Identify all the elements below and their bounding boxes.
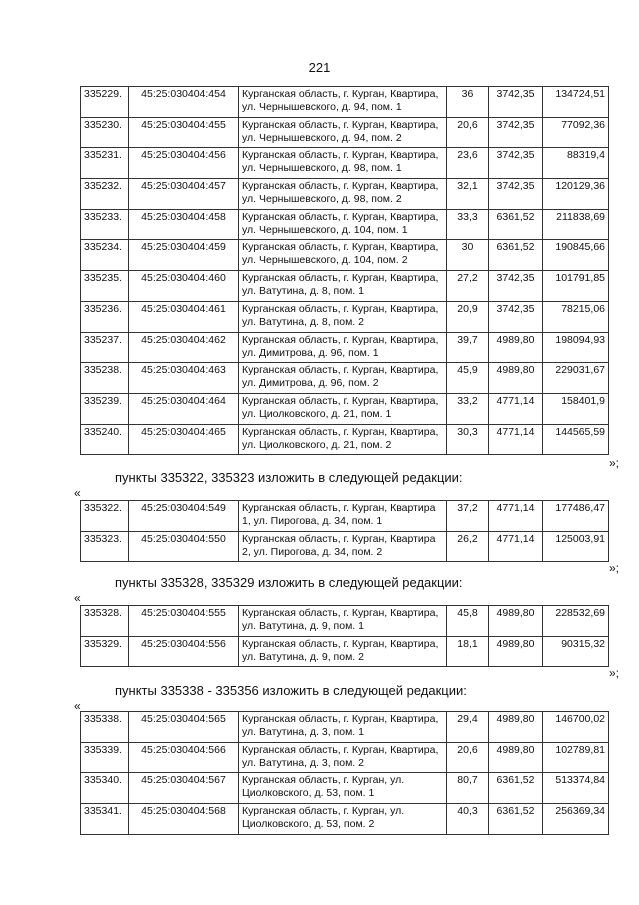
address-cell: Курганская область, г. Курган, ул. Циолковского, д. 53, пом. 1 (239, 773, 447, 804)
cadastral-value-cell: 144565,59 (543, 424, 609, 455)
item-number-cell: 335339. (81, 742, 129, 773)
cadastral-number-cell: 45:25:030404:550 (129, 531, 239, 562)
cadastral-number-cell: 45:25:030404:456 (129, 148, 239, 179)
table-row (81, 301, 609, 332)
unit-value-cell: 6361,52 (489, 773, 543, 804)
cadastral-value-cell: 229031,67 (543, 363, 609, 394)
close-quote: »; (608, 561, 619, 575)
area-cell: 33,2 (447, 393, 489, 424)
cadastral-value-cell: 78215,06 (543, 301, 609, 332)
unit-value-cell: 4989,80 (489, 742, 543, 773)
item-number-cell: 335239. (81, 393, 129, 424)
cadastral-value-cell: 90315,32 (543, 636, 609, 667)
table-row (81, 363, 609, 394)
cadastral-number-cell: 45:25:030404:454 (129, 87, 239, 118)
open-quote: « (74, 591, 81, 605)
cadastral-number-cell: 45:25:030404:464 (129, 393, 239, 424)
unit-value-cell: 6361,52 (489, 209, 543, 240)
cadastral-value-cell: 228532,69 (543, 606, 609, 637)
cadastral-value-cell: 177486,47 (543, 501, 609, 532)
cadastral-number-cell: 45:25:030404:457 (129, 179, 239, 210)
area-cell: 45,9 (447, 363, 489, 394)
amendment-instruction: пункты 335322, 335323 изложить в следующей редакции: (115, 470, 463, 485)
area-cell: 20,9 (447, 301, 489, 332)
cadastral-number-cell: 45:25:030404:565 (129, 712, 239, 743)
unit-value-cell: 4989,80 (489, 363, 543, 394)
area-cell: 23,6 (447, 148, 489, 179)
unit-value-cell: 3742,35 (489, 148, 543, 179)
table-row (81, 271, 609, 302)
item-number-cell: 335341. (81, 804, 129, 835)
cadastral-number-cell: 45:25:030404:460 (129, 271, 239, 302)
address-cell: Курганская область, г. Курган, Квартира, ул. Ватутина, д. 8, пом. 2 (239, 301, 447, 332)
cadastral-number-cell: 45:25:030404:549 (129, 501, 239, 532)
area-cell: 39,7 (447, 332, 489, 363)
address-cell: Курганская область, г. Курган, Квартира, ул. Чернышевского, д. 104, пом. 1 (239, 209, 447, 240)
cadastral-value-cell: 513374,84 (543, 773, 609, 804)
table-row (81, 742, 609, 773)
address-cell: Курганская область, г. Курган, Квартира, ул. Чернышевского, д. 94, пом. 2 (239, 117, 447, 148)
address-cell: Курганская область, г. Курган, Квартира, ул. Циолковского, д. 21, пом. 1 (239, 393, 447, 424)
cadastral-number-cell: 45:25:030404:555 (129, 606, 239, 637)
area-cell: 80,7 (447, 773, 489, 804)
area-cell: 29,4 (447, 712, 489, 743)
unit-value-cell: 3742,35 (489, 271, 543, 302)
address-cell: Курганская область, г. Курган, ул. Циолковского, д. 53, пом. 2 (239, 804, 447, 835)
item-number-cell: 335323. (81, 531, 129, 562)
address-cell: Курганская область, г. Курган, Квартира, ул. Димитрова, д. 96, пом. 1 (239, 332, 447, 363)
unit-value-cell: 3742,35 (489, 301, 543, 332)
area-cell: 30 (447, 240, 489, 271)
amendment-instruction: пункты 335328, 335329 изложить в следующей редакции: (115, 575, 463, 590)
cadastral-value-cell: 88319,4 (543, 148, 609, 179)
unit-value-cell: 3742,35 (489, 179, 543, 210)
unit-value-cell: 4771,14 (489, 501, 543, 532)
address-cell: Курганская область, г. Курган, Квартира, ул. Ватутина, д. 8, пом. 1 (239, 271, 447, 302)
area-cell: 32,1 (447, 179, 489, 210)
item-number-cell: 335240. (81, 424, 129, 455)
table-row (81, 332, 609, 363)
table-row (81, 117, 609, 148)
property-table (80, 500, 609, 562)
table-row (81, 773, 609, 804)
property-table (80, 605, 609, 667)
address-cell: Курганская область, г. Курган, Квартира, ул. Циолковского, д. 21, пом. 2 (239, 424, 447, 455)
address-cell: Курганская область, г. Курган, Квартира, ул. Ватутина, д. 3, пом. 2 (239, 742, 447, 773)
area-cell: 18,1 (447, 636, 489, 667)
area-cell: 26,2 (447, 531, 489, 562)
area-cell: 20,6 (447, 742, 489, 773)
address-cell: Курганская область, г. Курган, Квартира, ул. Ватутина, д. 3, пом. 1 (239, 712, 447, 743)
area-cell: 33,3 (447, 209, 489, 240)
cadastral-number-cell: 45:25:030404:459 (129, 240, 239, 271)
cadastral-number-cell: 45:25:030404:461 (129, 301, 239, 332)
address-cell: Курганская область, г. Курган, Квартира, ул. Димитрова, д. 96, пом. 2 (239, 363, 447, 394)
close-quote: »; (608, 456, 619, 470)
item-number-cell: 335338. (81, 712, 129, 743)
cadastral-number-cell: 45:25:030404:465 (129, 424, 239, 455)
cadastral-value-cell: 158401,9 (543, 393, 609, 424)
cadastral-value-cell: 256369,34 (543, 804, 609, 835)
table-row (81, 636, 609, 667)
cadastral-value-cell: 211838,69 (543, 209, 609, 240)
address-cell: Курганская область, г. Курган, Квартира, ул. Ватутина, д. 9, пом. 2 (239, 636, 447, 667)
cadastral-number-cell: 45:25:030404:566 (129, 742, 239, 773)
table-row (81, 531, 609, 562)
unit-value-cell: 6361,52 (489, 240, 543, 271)
area-cell: 20,6 (447, 117, 489, 148)
cadastral-number-cell: 45:25:030404:568 (129, 804, 239, 835)
item-number-cell: 335322. (81, 501, 129, 532)
property-table (80, 86, 609, 455)
property-table (80, 711, 609, 835)
table-row (81, 148, 609, 179)
unit-value-cell: 4989,80 (489, 712, 543, 743)
table-row (81, 179, 609, 210)
table-row (81, 240, 609, 271)
area-cell: 37,2 (447, 501, 489, 532)
address-cell: Курганская область, г. Курган, Квартира, ул. Чернышевского, д. 98, пом. 2 (239, 179, 447, 210)
open-quote: « (74, 699, 81, 713)
item-number-cell: 335340. (81, 773, 129, 804)
item-number-cell: 335230. (81, 117, 129, 148)
address-cell: Курганская область, г. Курган, Квартира 2, ул. Пирогова, д. 34, пом. 2 (239, 531, 447, 562)
table-row (81, 393, 609, 424)
unit-value-cell: 4989,80 (489, 332, 543, 363)
item-number-cell: 335229. (81, 87, 129, 118)
unit-value-cell: 3742,35 (489, 87, 543, 118)
unit-value-cell: 4771,14 (489, 393, 543, 424)
item-number-cell: 335237. (81, 332, 129, 363)
table-row (81, 804, 609, 835)
cadastral-value-cell: 190845,66 (543, 240, 609, 271)
table-row (81, 424, 609, 455)
area-cell: 27,2 (447, 271, 489, 302)
cadastral-number-cell: 45:25:030404:462 (129, 332, 239, 363)
cadastral-value-cell: 102789,81 (543, 742, 609, 773)
item-number-cell: 335235. (81, 271, 129, 302)
cadastral-value-cell: 101791,85 (543, 271, 609, 302)
close-quote: »; (608, 666, 619, 680)
cadastral-value-cell: 120129,36 (543, 179, 609, 210)
item-number-cell: 335328. (81, 606, 129, 637)
item-number-cell: 335232. (81, 179, 129, 210)
address-cell: Курганская область, г. Курган, Квартира, ул. Чернышевского, д. 98, пом. 1 (239, 148, 447, 179)
cadastral-number-cell: 45:25:030404:458 (129, 209, 239, 240)
cadastral-number-cell: 45:25:030404:463 (129, 363, 239, 394)
area-cell: 36 (447, 87, 489, 118)
cadastral-number-cell: 45:25:030404:455 (129, 117, 239, 148)
table-row (81, 209, 609, 240)
area-cell: 40,3 (447, 804, 489, 835)
unit-value-cell: 6361,52 (489, 804, 543, 835)
address-cell: Курганская область, г. Курган, Квартира, ул. Ватутина, д. 9, пом. 1 (239, 606, 447, 637)
open-quote: « (74, 486, 81, 500)
amendment-instruction: пункты 335338 - 335356 изложить в следующей редакции: (115, 683, 467, 698)
table-row (81, 87, 609, 118)
item-number-cell: 335329. (81, 636, 129, 667)
area-cell: 45,8 (447, 606, 489, 637)
address-cell: Курганская область, г. Курган, Квартира, ул. Чернышевского, д. 94, пом. 1 (239, 87, 447, 118)
cadastral-value-cell: 146700,02 (543, 712, 609, 743)
cadastral-number-cell: 45:25:030404:567 (129, 773, 239, 804)
item-number-cell: 335236. (81, 301, 129, 332)
unit-value-cell: 3742,35 (489, 117, 543, 148)
cadastral-value-cell: 77092,36 (543, 117, 609, 148)
address-cell: Курганская область, г. Курган, Квартира, ул. Чернышевского, д. 104, пом. 2 (239, 240, 447, 271)
unit-value-cell: 4771,14 (489, 531, 543, 562)
area-cell: 30,3 (447, 424, 489, 455)
page-number: 221 (308, 60, 331, 75)
cadastral-number-cell: 45:25:030404:556 (129, 636, 239, 667)
table-row (81, 606, 609, 637)
table-row (81, 712, 609, 743)
item-number-cell: 335233. (81, 209, 129, 240)
cadastral-value-cell: 125003,91 (543, 531, 609, 562)
unit-value-cell: 4989,80 (489, 636, 543, 667)
unit-value-cell: 4771,14 (489, 424, 543, 455)
cadastral-value-cell: 134724,51 (543, 87, 609, 118)
unit-value-cell: 4989,80 (489, 606, 543, 637)
table-row (81, 501, 609, 532)
item-number-cell: 335238. (81, 363, 129, 394)
item-number-cell: 335231. (81, 148, 129, 179)
item-number-cell: 335234. (81, 240, 129, 271)
address-cell: Курганская область, г. Курган, Квартира 1, ул. Пирогова, д. 34, пом. 1 (239, 501, 447, 532)
cadastral-value-cell: 198094,93 (543, 332, 609, 363)
